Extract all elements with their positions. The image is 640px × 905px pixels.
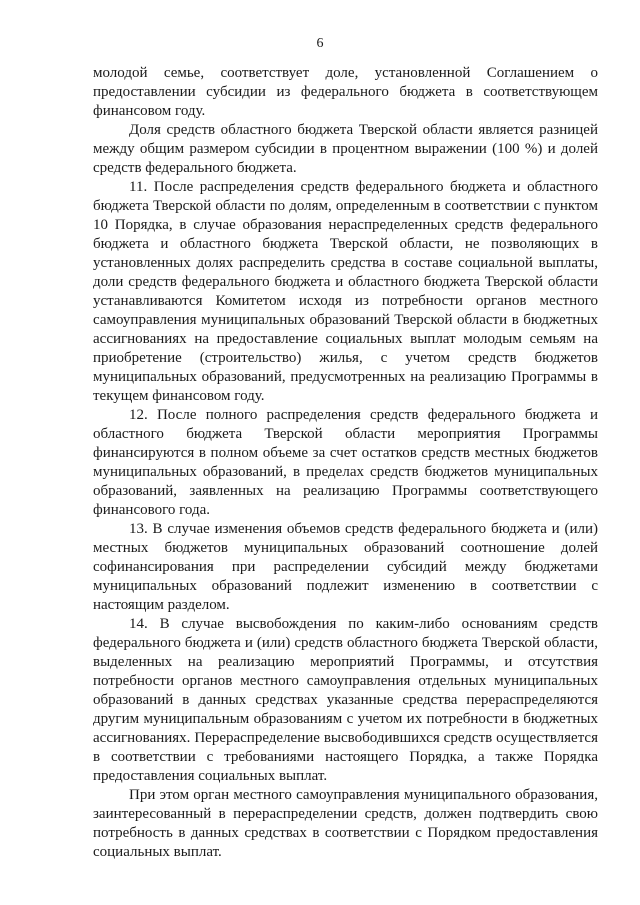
page-number: 6 <box>316 36 324 51</box>
paragraph-12: 12. После полного распределения средств федерального бюджета и областного бюджета Тверской области мероприятия Программы финансируются в полном объеме за счет остатков средств местных бюджетов муниципальных образований, в пределах средств бюджетов муниципальных образований, заявленных на реализацию Программы соответствующего финансового года. <box>93 407 598 518</box>
paragraph-11: 11. После распределения средств федерального бюджета и областного бюджета Тверской области по долям, определенным в соответствии с пунктом 10 Порядка, в случае образования нераспределенных средств федерального бюджета и областного бюджета Тверской области, не позволяющих в установленных долях распределить средства в составе социальной выплаты, доли средств федерального бюджета и областного бюджета Тверской области устанавливаются Комитетом исходя из потребности органов местного самоуправления муниципальных образований Тверской области в бюджетных ассигнованиях на предоставление социальных выплат молодым семьям на приобретение (строительство) жилья, с учетом средств бюджетов муниципальных образований, предусмотренных на реализацию Программы в текущем финансовом году. <box>93 179 598 404</box>
paragraph-14-continuation: При этом орган местного самоуправления муниципального образования, заинтересованный в перераспределении средств, должен подтвердить свою потребность в данных средствах в соответствии с Порядком предоставления социальных выплат. <box>93 787 598 860</box>
document-body <box>93 64 598 862</box>
paragraph-13: 13. В случае изменения объемов средств федерального бюджета и (или) местных бюджетов муниципальных образований соотношение долей софинансирования при распределении субсидий между бюджетами муниципальных образований подлежит изменению в соответствии с настоящим разделом. <box>93 521 598 613</box>
paragraph-continuation: молодой семье, соответствует доле, установленной Соглашением о предоставлении субсидии из федерального бюджета в соответствующем финансовом году. <box>93 65 598 119</box>
paragraph-regional-budget-share: Доля средств областного бюджета Тверской области является разницей между общим размером субсидии в процентном выражении (100 %) и долей средств федерального бюджета. <box>93 122 598 176</box>
paragraph-14: 14. В случае высвобождения по каким-либо основаниям средств федерального бюджета и (или) средств областного бюджета Тверской области, выделенных на реализацию мероприятий Программы, и отсутствия потребности органов местного самоуправления отдельных муниципальных образований в данных средствах указанные средства перераспределяются другим муниципальным образованиям с учетом их потребности в бюджетных ассигнованиях. Перераспределение высвободившихся средств осуществляется в соответствии с требованиями настоящего Порядка, а также Порядка предоставления социальных выплат. <box>93 616 598 784</box>
